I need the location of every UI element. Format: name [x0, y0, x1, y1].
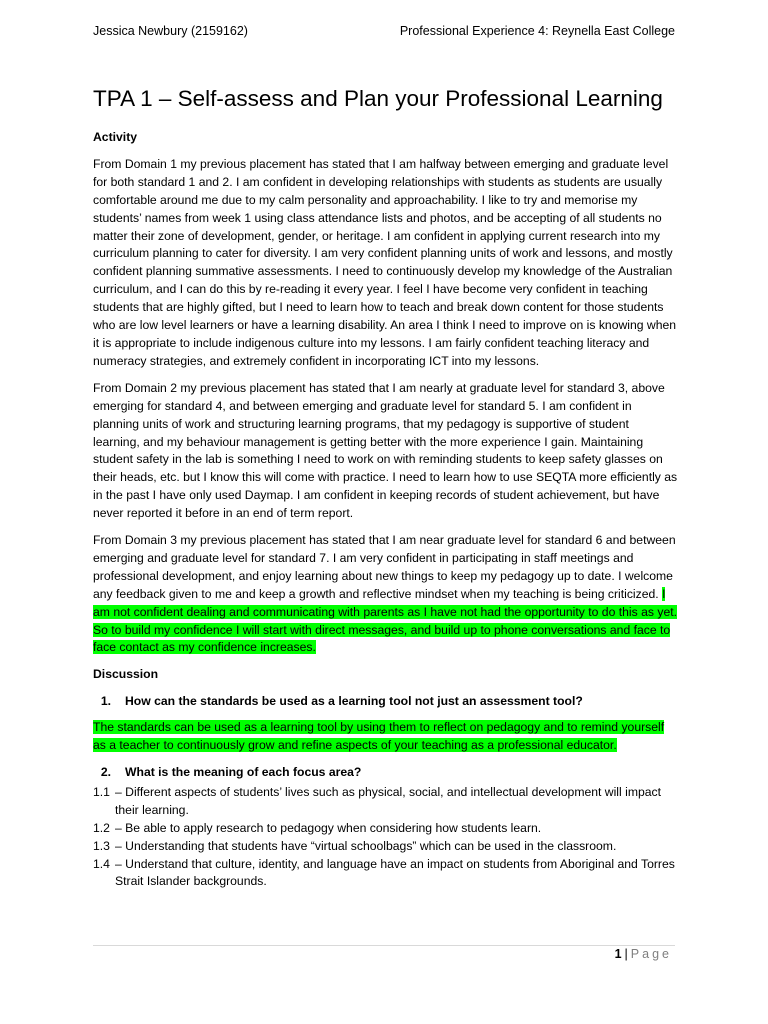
- question-2: [93, 764, 678, 782]
- focus-area-text: – Different aspects of students’ lives such as physical, social, and intellectual development will impact their learning.: [115, 784, 662, 817]
- activity-paragraph-domain-3: [93, 532, 678, 657]
- footer-separator: |: [624, 947, 628, 961]
- page-header: [93, 24, 675, 38]
- focus-area-number: 1.2: [93, 820, 110, 835]
- page-number: 1: [614, 947, 622, 961]
- question-1: [93, 693, 678, 711]
- focus-area-text: – Be able to apply research to pedagogy when considering how students learn.: [115, 820, 542, 835]
- focus-area-item: [93, 820, 678, 838]
- focus-area-item: [93, 856, 678, 892]
- answer-1: [93, 719, 678, 755]
- focus-area-number: 1.3: [93, 838, 110, 853]
- domain-3-text: From Domain 3 my previous placement has stated that I am near graduate level for standard 6 and between emerging and graduate level for standard 7. I am very confident in participating in staff meetings and professional development, and enjoy learning about new things to keep my pedagogy up to date. I welcome any feedback given to me and keep a growth and reflective mindset when my teaching is being criticized.: [93, 533, 676, 601]
- question-2-number: 2.: [100, 765, 111, 779]
- header-course: Professional Experience 4: Reynella East College: [399, 24, 675, 38]
- question-2-text: What is the meaning of each focus area?: [125, 765, 362, 779]
- activity-heading: Activity: [93, 130, 138, 144]
- page-footer: [615, 947, 672, 961]
- activity-paragraph-domain-1: From Domain 1 my previous placement has stated that I am halfway between emerging and graduate level for both standard 1 and 2. I am confident in developing relationships with students as students are usually comfortable around me due to my calm personality and approachability. I like to try and memorise my students’ names from week 1 using class attendance lists and photos, and be accepting of all students no matter their zone of development, gender, or heritage. I am confident in applying current research into my curriculum planning to cater for diversity. I am very confident planning units of work and lessons, and mostly confident planning summative assessments. I need to continuously develop my knowledge of the Australian curriculum, and I can do this by re-reading it every year. I feel I have become very confident in teaching students that are highly gifted, but I need to learn how to teach and break down content for those students who are low level learners or have a learning disability. An area I think I need to improve on is knowing when it is appropriate to include indigenous culture into my lessons. I am fairly confident teaching literacy and numeracy strategies, and extremely confident in incorporating ICT into my lessons.: [93, 156, 677, 368]
- focus-area-text: – Understanding that students have “virtual schoolbags” which can be used in the classroom.: [115, 838, 617, 853]
- focus-area-number: 1.4: [93, 856, 110, 871]
- discussion-heading: Discussion: [93, 667, 159, 682]
- document-title: TPA 1 – Self-assess and Plan your Professional Learning: [93, 86, 663, 111]
- activity-paragraph-domain-2: From Domain 2 my previous placement has stated that I am nearly at graduate level for standard 3, above emerging for standard 4, and between emerging and graduate level for standard 5. I am confident in planning units of work and structuring learning programs, that my pedagogy is supportive of student learning, and my behaviour management is getting better with the more experience I gain. Maintaining student safety in the lab is something I need to work on with reminding students to keep safety glasses on their heads, etc. but I know this will come with practice. I need to learn how to use SEQTA more efficiently as in the past I have only used Daymap. I am confident in keeping records of student achievement, but have never reported it before in an end of term report.: [93, 380, 678, 521]
- focus-area-number: 1.1: [93, 784, 110, 799]
- question-1-number: 1.: [100, 694, 111, 709]
- focus-area-text: – Understand that culture, identity, and language have an impact on students from Aboriginal and Torres Strait Islander backgrounds.: [115, 856, 675, 889]
- focus-area-item: [93, 838, 678, 856]
- document-body: [93, 129, 678, 891]
- focus-area-item: [93, 784, 678, 820]
- question-1-text: How can the standards be used as a learning tool not just an assessment tool?: [125, 694, 583, 709]
- focus-area-list: [93, 784, 678, 891]
- header-author: Jessica Newbury (2159162): [93, 24, 248, 38]
- page-word: Page: [630, 947, 672, 961]
- domain-3-highlighted-text: I am not confident dealing and communicating with parents as I have not had the opportunity to do this as yet. So to build my confidence I will start with direct messages, and build up to phone conversations and face to face contact as my confidence increases.: [93, 586, 678, 655]
- answer-1-highlighted-text: The standards can be used as a learning tool by using them to reflect on pedagogy and to remind yourself as a teacher to continuously grow and refine aspects of your teaching as a professional educator.: [93, 720, 665, 753]
- footer-divider: [93, 945, 675, 946]
